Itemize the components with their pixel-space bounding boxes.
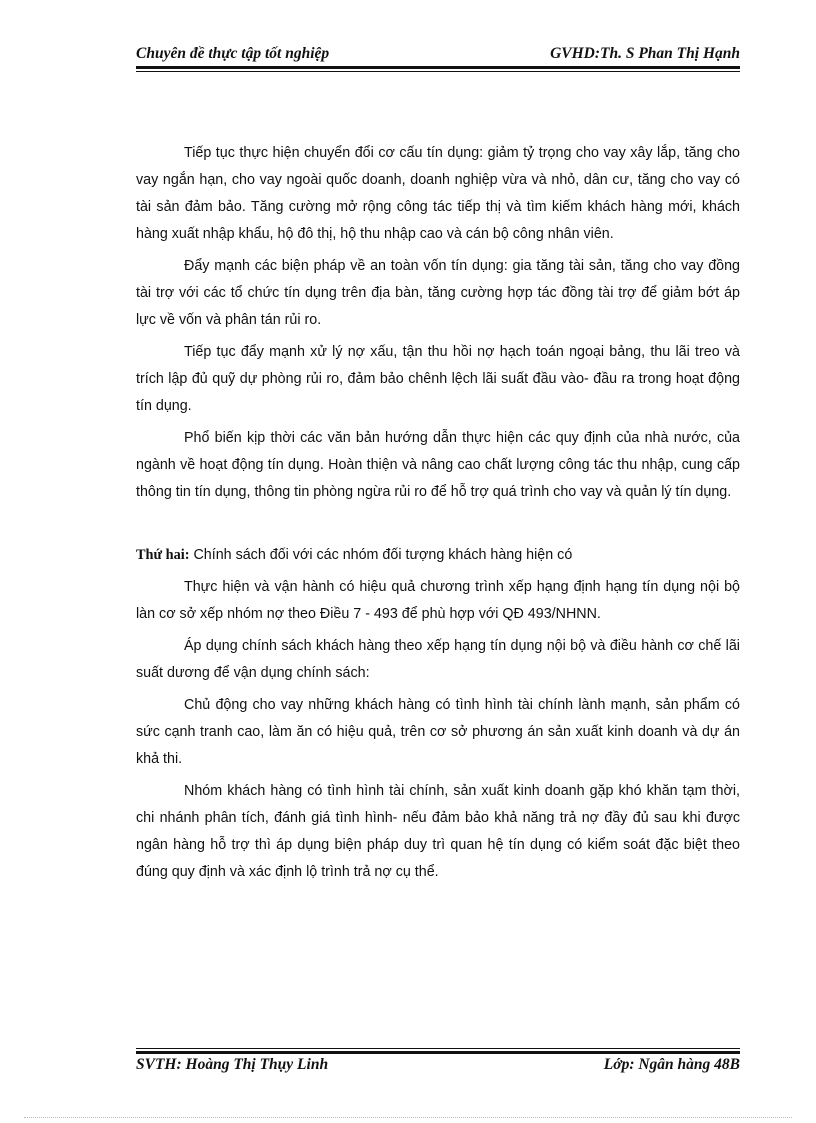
section-label: Thứ hai: (136, 547, 190, 563)
footer-student: SVTH: Hoàng Thị Thụy Linh (136, 1056, 329, 1073)
section-heading (136, 542, 740, 569)
paragraph-healthy-customers: Chủ động cho vay những khách hàng có tình hình tài chính lành mạnh, sản phẩm có sức cạnh tranh cao, làm ăn có hiệu quả, trên cơ sở phương án sản xuất kinh doanh và dự án khả thi. (136, 697, 740, 767)
header-supervisor: GVHD:Th. S Phan Thị Hạnh (550, 45, 740, 62)
section-title: Chính sách đối với các nhóm đối tượng khách hàng hiện có (189, 547, 573, 563)
paragraph-regulations: Phổ biến kịp thời các văn bản hướng dẫn thực hiện các quy định của nhà nước, của ngành về hoạt động tín dụng. Hoàn thiện và nâng cao chất lượng công tác thu nhập, cung cấp thông tin tín dụng, thông tin phòng ngừa rủi ro để hỗ trợ quá trình cho vay và quản lý tín dụng. (136, 430, 740, 500)
header-rule-thick (136, 66, 740, 69)
header-rule-thin (136, 71, 740, 72)
footer-class: Lớp: Ngân hàng 48B (603, 1056, 740, 1073)
header-document-title: Chuyên đề thực tập tốt nghiệp (136, 45, 330, 62)
document-body (136, 140, 740, 886)
page-edge-dotted-line (24, 1117, 792, 1118)
paragraph-credit-restructuring: Tiếp tục thực hiện chuyển đổi cơ cấu tín dụng: giảm tỷ trọng cho vay xây lắp, tăng cho vay ngắn hạn, cho vay ngoài quốc doanh, doanh nghiệp vừa và nhỏ, dân cư, tăng cho vay có tài sản đảm bảo. Tăng cường mở rộng công tác tiếp thị và tìm kiếm khách hàng mới, khách hàng xuất nhập khẩu, hộ đô thị, hộ thu nhập cao và cán bộ công nhân viên. (136, 145, 740, 242)
footer-rule-thick (136, 1051, 740, 1054)
paragraph-customer-policy: Áp dụng chính sách khách hàng theo xếp hạng tín dụng nội bộ và điều hành cơ chế lãi suất dương để vận dụng chính sách: (136, 638, 740, 681)
paragraph-credit-safety: Đẩy mạnh các biện pháp về an toàn vốn tín dụng: gia tăng tài sản, tăng cho vay đồng tài trợ với các tổ chức tín dụng trên địa bàn, tăng cường hợp tác đồng tài trợ để giảm bớt áp lực về vốn và phân tán rủi ro. (136, 258, 740, 328)
footer-rule-thin (136, 1048, 740, 1049)
paragraph-difficult-customers: Nhóm khách hàng có tình hình tài chính, sản xuất kinh doanh gặp khó khăn tạm thời, chi nhánh phân tích, đánh giá tình hình- nếu đảm bảo khả năng trả nợ đầy đủ sau khi được ngân hàng hỗ trợ thì áp dụng biện pháp duy trì quan hệ tín dụng có kiểm soát đặc biệt theo đúng quy định và xác định lộ trình trả nợ cụ thể. (136, 783, 740, 880)
paragraph-internal-rating: Thực hiện và vận hành có hiệu quả chương trình xếp hạng định hạng tín dụng nội bộ làn cơ sở xếp nhóm nợ theo Điều 7 - 493 để phù hợp với QĐ 493/NHNN. (136, 579, 740, 622)
paragraph-bad-debt: Tiếp tục đẩy mạnh xử lý nợ xấu, tận thu hồi nợ hạch toán ngoại bảng, thu lãi treo và trích lập đủ quỹ dự phòng rủi ro, đảm bảo chênh lệch lãi suất đầu vào- đầu ra trong hoạt động tín dụng. (136, 344, 740, 414)
